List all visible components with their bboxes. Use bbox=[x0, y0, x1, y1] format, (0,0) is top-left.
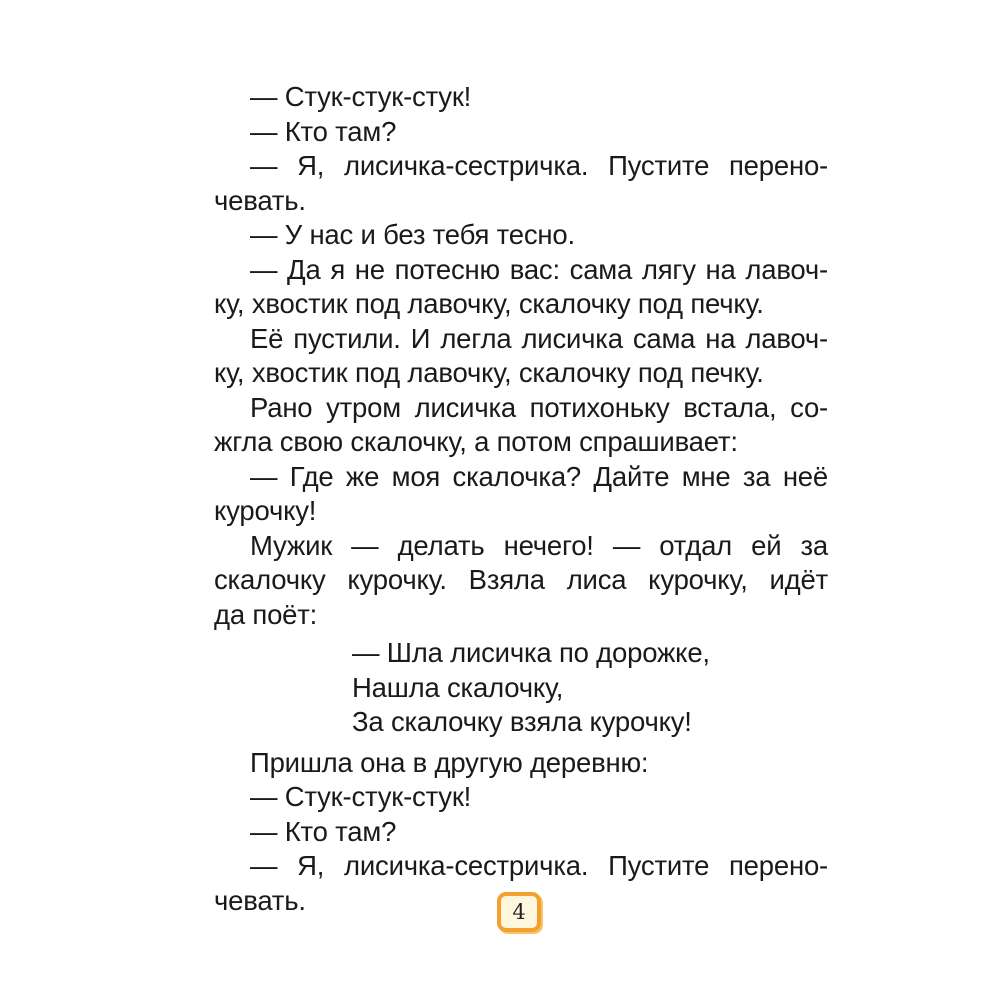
text-line: ку, хвостик под лавочку, скалочку под печку. bbox=[214, 288, 764, 319]
text-line: скалочку курочку. Взяла лиса курочку, идёт bbox=[214, 564, 828, 595]
text-line: Её пустили. И легла лисичка сама на лавоч- bbox=[250, 322, 828, 354]
text-line: да поёт: bbox=[214, 598, 318, 630]
verse-line: Нашла скалочку, bbox=[352, 671, 564, 703]
text-line: ку, хвостик под лавочку, скалочку под печку. bbox=[214, 357, 764, 388]
text-line: Рано утром лисичка потихоньку встала, со- bbox=[250, 391, 828, 423]
text-line: — Стук-стук-стук! bbox=[250, 81, 472, 112]
story-text bbox=[214, 80, 828, 918]
text-line: — Я, лисичка-сестричка. Пустите перено- bbox=[250, 850, 828, 881]
text-line: чевать. bbox=[214, 184, 306, 216]
text-line: курочку! bbox=[214, 495, 317, 526]
text-line: — Где же моя скалочка? Дайте мне за неё bbox=[250, 460, 828, 492]
text-line: — Кто там? bbox=[250, 115, 397, 147]
text-line: чевать. bbox=[214, 884, 306, 916]
text-line: Пришла она в другую деревню: bbox=[250, 746, 649, 778]
page-number: 4 bbox=[497, 892, 541, 932]
text-line: — У нас и без тебя тесно. bbox=[250, 219, 575, 250]
verse-line: — Шла лисичка по дорожке, bbox=[352, 637, 710, 668]
text-line: Мужик — делать нечего! — отдал ей за bbox=[250, 529, 828, 561]
text-line: — Кто там? bbox=[250, 815, 397, 847]
verse-line: За скалочку взяла курочку! bbox=[352, 706, 692, 737]
text-line: — Стук-стук-стук! bbox=[250, 781, 472, 812]
text-line: — Да я не потесню вас: сама лягу на лавоч- bbox=[250, 253, 828, 285]
text-line: жгла свою скалочку, а потом спрашивает: bbox=[214, 426, 738, 457]
text-line: — Я, лисичка-сестричка. Пустите перено- bbox=[250, 150, 828, 181]
